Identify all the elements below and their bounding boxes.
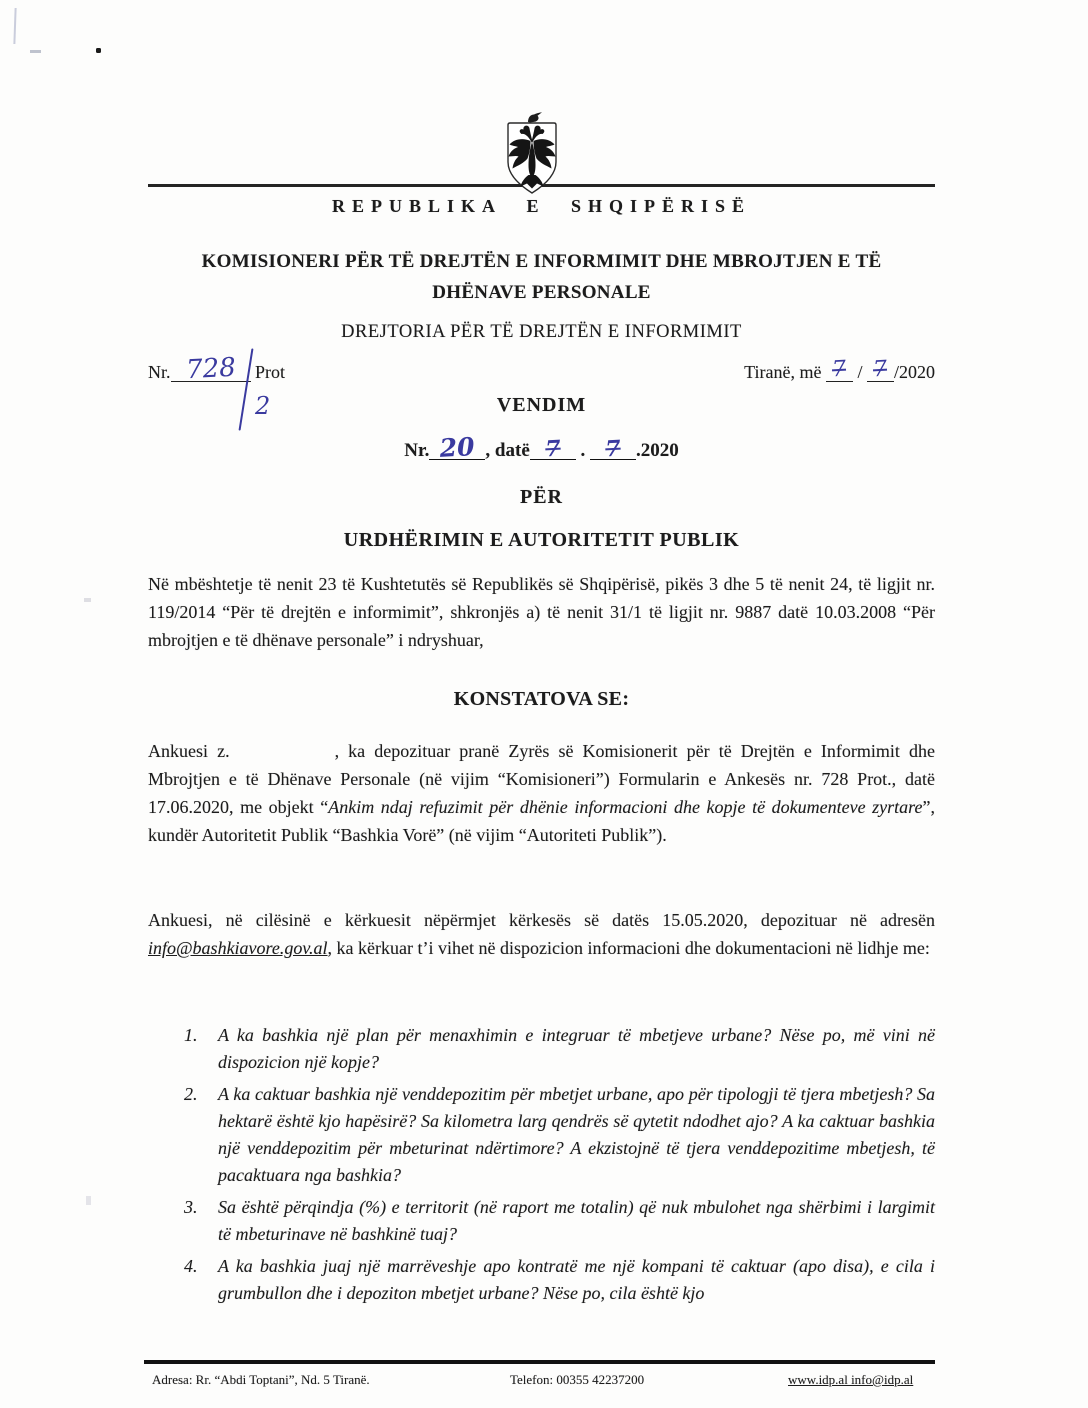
request-list <box>148 1022 935 1312</box>
complaint-part3: ”, kundër Autoritetit Publik “Bashkia Vorë” (në vijim “Autoriteti Publik”). <box>148 797 935 845</box>
legal-basis-paragraph: Në mbështetje të nenit 23 të Kushtetutës së Republikës së Shqipërisë, pikës 3 dhe 5 të nenit 24, të ligjit nr. 119/2014 “Për të drejtën e informimit”, shkronjës a) të nenit 31/1 të ligjit nr. 9887 datë 10.03.2008 “Për mbrojtjen e të dhënave personale” i ndryshuar, <box>148 574 935 650</box>
directorate-name: DREJTORIA PËR TË DREJTËN E INFORMIMIT <box>341 322 742 342</box>
decision-day-handwritten: 7 <box>544 435 562 463</box>
place-date-label: Tiranë, më <box>744 362 822 382</box>
list-item-text: Sa është përqindja (%) e territorit (në raport me totalin) që nuk mbulohet nga shërbimi i largimit të mbeturinave në bashkinë tuaj? <box>218 1197 935 1244</box>
footer-phone: Telefon: 00355 42237200 <box>510 1372 645 1387</box>
complaint-part2: , ka depozituar pranë Zyrës së Komisionerit për të Drejtën e Informimit dhe Mbrojtjen e të Dhënave Personale (në vijim “Komisioneri”) Formularin e Ankesës nr. 728 Prot., datë 17.06.2020, me objekt “ <box>148 741 935 817</box>
list-item <box>148 1253 935 1307</box>
protocol-number-handwritten: 728 <box>184 352 237 386</box>
complaint-part1: Ankuesi z. <box>148 741 230 761</box>
protocol-nr-label: Nr. <box>148 362 171 382</box>
list-item-number: 2. <box>184 1084 198 1104</box>
footer-rule <box>144 1360 935 1364</box>
decision-dot: . <box>580 440 586 461</box>
institution-name <box>148 246 935 308</box>
protocol-subnumber-handwritten: 2 <box>255 392 271 420</box>
month-blank <box>867 356 894 383</box>
albania-coat-of-arms-icon <box>503 112 561 196</box>
request-intro-part1: Ankuesi, në cilësinë e kërkuesit nëpërmjet kërkesës së datës 15.05.2020, depozituar në adresën <box>148 910 935 930</box>
protocol-prot-label: Prot <box>255 362 286 382</box>
complaint-paragraph <box>148 737 935 849</box>
scan-artifact-dash <box>30 50 41 53</box>
list-item-number: 3. <box>184 1197 198 1217</box>
institution-line2: DHËNAVE PERSONALE <box>432 282 651 303</box>
decision-date-label: , datë <box>485 440 530 461</box>
place-date-row <box>744 356 935 383</box>
list-item <box>148 1194 935 1248</box>
request-intro-paragraph <box>148 906 935 962</box>
month-handwritten: 7 <box>872 356 889 383</box>
day-blank <box>826 356 853 383</box>
date-slash: / <box>857 362 863 382</box>
list-item-text: A ka bashkia juaj një marrëveshje apo kontratë me një kompani të caktuar (apo disa), e cila i grumbullon dhe i depoziton mbetjet urbane? Nëse po, cila është kjo <box>218 1256 935 1303</box>
scan-artifact-line <box>13 8 16 44</box>
decision-number-blank <box>429 432 485 463</box>
protocol-number-blank <box>171 352 251 386</box>
decision-month-handwritten: 7 <box>604 435 622 463</box>
year-suffix: /2020 <box>893 362 935 382</box>
decision-number-handwritten: 20 <box>439 432 476 463</box>
institution-line1: KOMISIONERI PËR TË DREJTËN E INFORMIMIT DHE MBROJTJEN E TË <box>201 251 882 272</box>
list-item-text: A ka bashkia një plan për menaxhimin e integruar të mbetjeve urbane? Nëse po, më vini në dispozicion një kopje? <box>218 1025 935 1072</box>
protocol-number-row <box>148 352 286 420</box>
decision-year-suffix: .2020 <box>636 440 679 461</box>
list-item-number: 4. <box>184 1256 198 1276</box>
decision-subject: URDHËRIMIN E AUTORITETIT PUBLIK <box>343 529 740 551</box>
list-item-text: A ka caktuar bashkia një venddepozitim për mbetjet urbane, apo për tipologji të tjera mbetjesh? Sa hektarë është kjo hapësirë? Sa kilometra larg qendrës së qytetit ndodhet ajo? A ka caktuar bashkia një venddepozitim për mbeturinat ndërtimore? A ekzistojnë të tjera venddepozitime mbetjesh, të pacaktuara nga bashkia? <box>218 1084 935 1185</box>
konstatova-heading: KONSTATOVA SE: <box>453 688 630 710</box>
decision-number-row <box>148 432 935 463</box>
decision-title: VENDIM <box>496 394 587 416</box>
day-handwritten: 7 <box>831 356 848 383</box>
decision-nr-label: Nr. <box>404 440 430 461</box>
list-item <box>148 1081 935 1189</box>
decision-month-blank <box>590 435 636 463</box>
list-item <box>148 1022 935 1076</box>
complaint-object-italic: Ankim ndaj refuzimit për dhënie informacioni dhe kopje të dokumenteve zyrtare <box>328 797 923 817</box>
footer-address: Adresa: Rr. “Abdi Toptani”, Nd. 5 Tiranë. <box>152 1372 370 1387</box>
email-link: info@bashkiavore.gov.al <box>148 938 328 958</box>
list-item-number: 1. <box>184 1025 198 1045</box>
scan-artifact-smudge <box>84 598 91 602</box>
republic-title: REPUBLIKA E SHQIPËRISË <box>331 196 752 216</box>
decision-day-blank <box>530 435 576 463</box>
footer-website: www.idp.al info@idp.al <box>788 1372 914 1387</box>
request-intro-part2: , ka kërkuar t’i vihet në dispozicion informacioni dhe dokumentacioni në lidhje me: <box>327 938 930 958</box>
scan-artifact-dot <box>96 48 101 53</box>
scan-artifact-smudge <box>86 1196 91 1205</box>
per-heading: PËR <box>520 486 563 508</box>
